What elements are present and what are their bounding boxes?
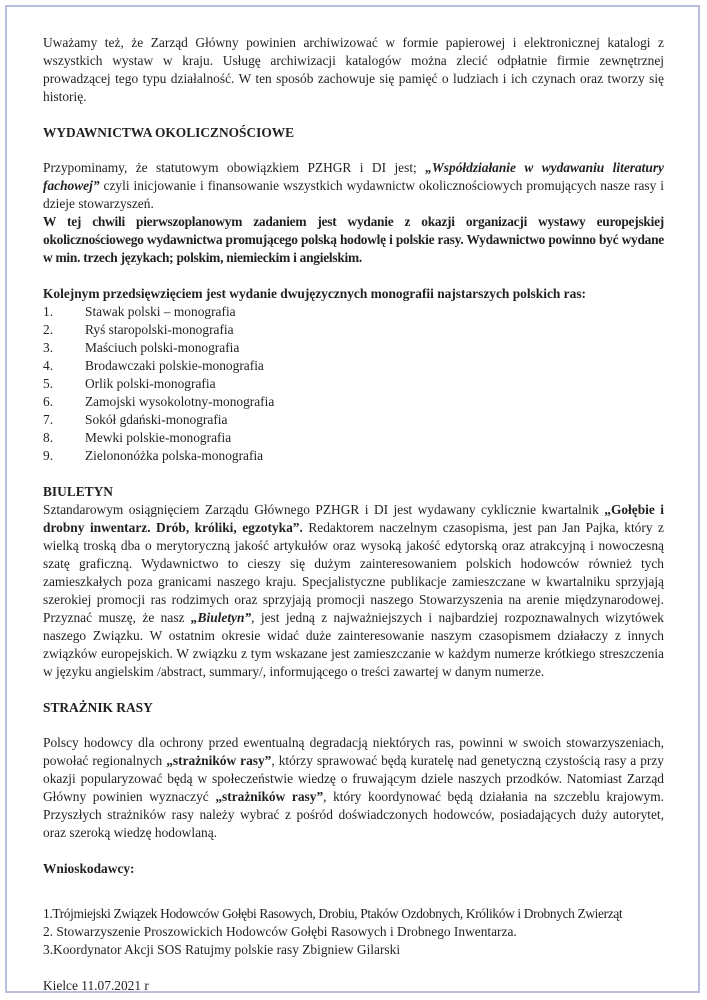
list-item: 7. Sokół gdański-monografia bbox=[43, 412, 228, 427]
monographs-intro: Kolejnym przedsięwzięciem jest wydanie dwujęzycznych monografii najstarszych polskich ras: bbox=[43, 286, 586, 301]
list-item: 5. Orlik polski-monografia bbox=[43, 376, 216, 391]
place-date: Kielce 11.07.2021 r bbox=[43, 978, 149, 993]
bulletin-paragraph: Sztandarowym osiągnięciem Zarządu Głównego PZHGR i DI jest wydawany cyklicznie kwartalnik „Gołębie i drobny inwentarz. Drób, króliki, egzotyka”. Redaktorem naczelnym czasopisma, jest pan Jan Pajka, który z wielką troską dba o merytoryczną jakość artykułów oraz wysoką jakość edytorską oraz atrakcyjną i nowoczesną szatę graficzną. Wydawnictwo to cieszy się dużym zainteresowaniem polskich hodowców również tych zamieszkałych poza granicami naszego kraju. Specjalistyczne publikacje zamieszczane w kwartalniku sprzyjają szerokiej promocji ras rodzimych oraz sprzyjają promocji naszego Stowarzyszenia na arenie międzynarodowej. Przyznać muszę, że nasz „Biuletyn”, jest jedną z najważniejszych i najbardziej rozpoznawalnych wizytówek naszego Związku. W ostatnim okresie widać duże zainteresowanie naszym czasopismem działaczy z innych związków europejskich. W związku z tym wskazane jest zamieszczanie w każdym numerze krótkiego streszczenia w języku angielskim /abstract, summary/, informującego o treści zawartej w danym numerze. bbox=[43, 502, 665, 679]
section-title-bulletin: BIULETYN bbox=[43, 484, 113, 499]
publications-priority-paragraph: W tej chwili pierwszoplanowym zadaniem jest wydanie z okazji organizacji wystawy europejskiej okolicznościowego wydawnictwa promującego polską hodowlę i polskie rasy. Wydawnictwo powinno być wydane w min. trzech językach; polskim, niemieckim i angielskim. bbox=[43, 214, 664, 265]
section-title-breed-guardian: STRAŻNIK RASY bbox=[43, 700, 153, 715]
bulletin-name: „Biuletyn” bbox=[190, 610, 252, 625]
publications-intro: Przypominamy, że statutowym obowiązkiem PZHGR i DI jest; „Współdziałanie w wydawaniu literatury fachowej” czyli inicjowanie i finansowanie wszystkich wydawnictw okolicznościowych promujących nasze rasy i dzieje stowarzyszeń. bbox=[43, 160, 664, 211]
monographs-list bbox=[43, 303, 664, 465]
list-item: 6. Zamojski wysokolotny-monografia bbox=[43, 394, 275, 409]
list-item: 1. Stawak polski – monografia bbox=[43, 304, 236, 319]
list-item: 1.Trójmiejski Związek Hodowców Gołębi Rasowych, Drobiu, Ptaków Ozdobnych, Królików i Drobnych Zwierząt bbox=[43, 906, 623, 921]
applicants-title: Wnioskodawcy: bbox=[43, 861, 135, 876]
list-item: 2. Stowarzyszenie Proszowickich Hodowców Gołębi Rasowych i Drobnego Inwentarza. bbox=[43, 924, 517, 939]
list-item: 3. Maściuch polski-monografia bbox=[43, 340, 240, 355]
statute-quote: „Współdziałanie w wydawaniu literatury fachowej” bbox=[43, 160, 664, 193]
list-item: 9. Zielononóżka polska-monografia bbox=[43, 448, 264, 463]
breed-guardian-paragraph: Polscy hodowcy dla ochrony przed ewentualną degradacją niektórych ras, powinni w swoich stowarzyszeniach, powołać regionalnych „strażników rasy”, którzy sprawować będą kuratelę nad genetyczną czystością rasy a przy okazji popularyzować będą w społeczeństwie wiedzę o fruwającym dziele naszych przodków. Natomiast Zarząd Główny powinien wyznaczyć „strażników rasy”, który koordynować będą działania na szczeblu krajowym. Przyszłych strażników rasy należy wybrać z pośród doświadczonych hodowców, posiadających duży autorytet, oraz szeroką wiedzę hodowlaną. bbox=[43, 735, 664, 840]
document-page bbox=[43, 34, 664, 995]
list-item: 2. Ryś staropolski-monografia bbox=[43, 322, 234, 337]
list-item: 8. Mewki polskie-monografia bbox=[43, 430, 232, 445]
list-item: 4. Brodawczaki polskie-monografia bbox=[43, 358, 264, 373]
archive-paragraph: Uważamy też, że Zarząd Główny powinien archiwizować w formie papierowej i elektronicznej katalogi z wszystkich wystaw w kraju. Usługę archiwizacji katalogów można zlecić odpłatnie firmie zewnętrznej prowadzącej tego typu działalność. W ten sposób zachowuje się pamięć o ludziach i ich czynach oraz tworzy się historię. bbox=[43, 35, 664, 104]
list-item: 3.Koordynator Akcji SOS Ratujmy polskie rasy Zbigniew Gilarski bbox=[43, 942, 401, 957]
section-title-publications: WYDAWNICTWA OKOLICZNOŚCIOWE bbox=[43, 125, 295, 140]
journal-title: „Gołębie i drobny inwentarz. Drób, króliki, egzotyka”. bbox=[43, 502, 665, 535]
applicants-list bbox=[43, 905, 664, 959]
